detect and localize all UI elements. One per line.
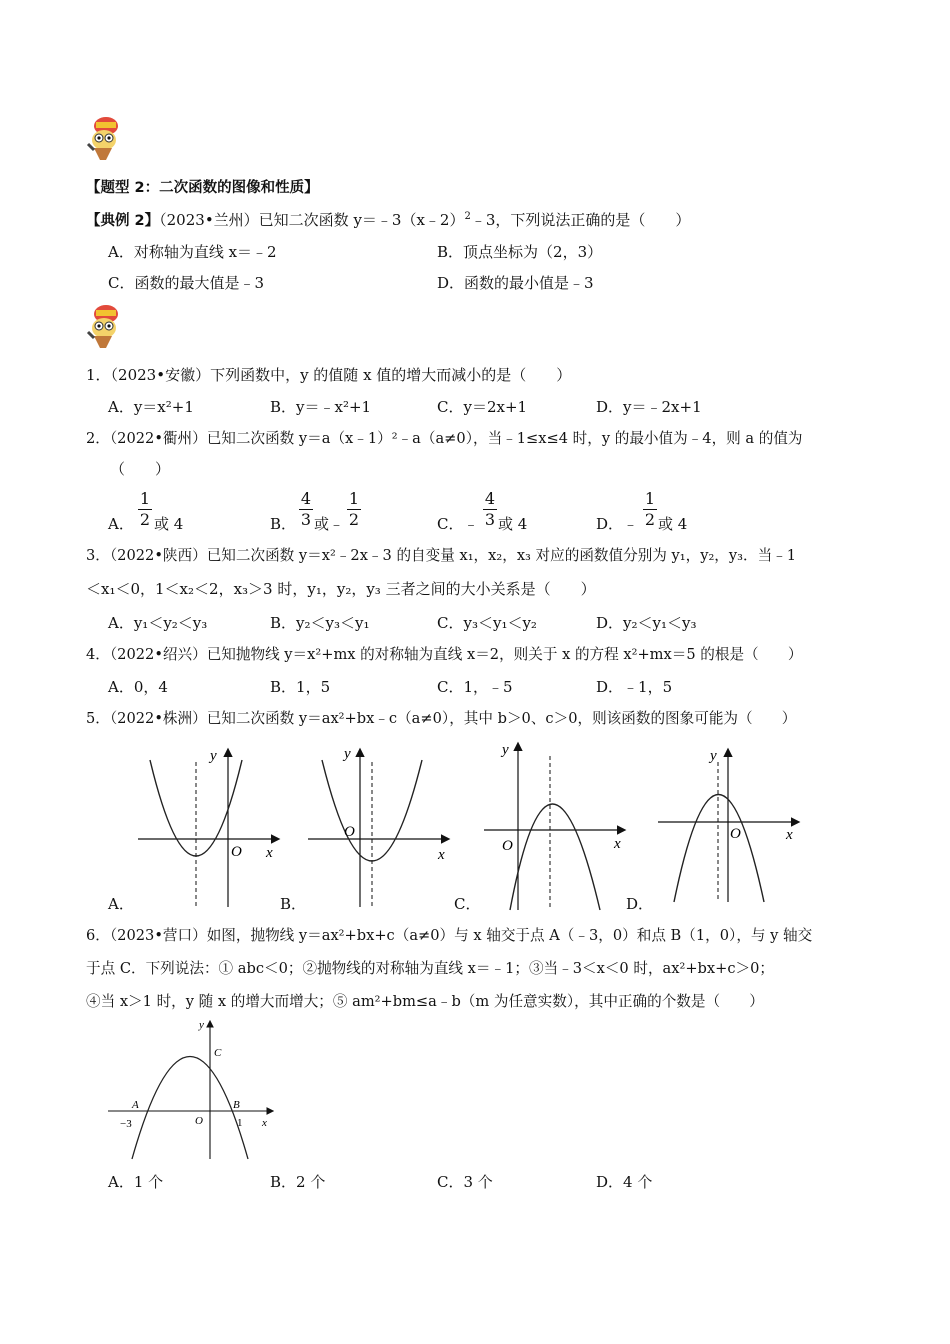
q6-option-b[interactable]: B．2 个 — [270, 1173, 326, 1191]
y-label: y — [710, 748, 717, 764]
q6-option-a[interactable]: A．1 个 — [108, 1173, 164, 1191]
parabola — [322, 760, 422, 861]
q5-option-a[interactable]: A． — [108, 895, 134, 913]
example-stem: 【典例 2】（2023•兰州）已知二次函数 y＝﹣3（x﹣2）$^2$﹣3，下列说法正确的是（ ） — [86, 211, 691, 229]
q1-option-a[interactable]: A．y＝x²+1 — [108, 398, 194, 416]
parabola — [510, 804, 600, 910]
option-b[interactable]: B．顶点坐标为（2，3） — [437, 243, 603, 261]
origin-label: O — [344, 824, 355, 840]
q5-graph-a[interactable] — [130, 742, 290, 912]
q5-graph-c[interactable] — [478, 738, 638, 913]
question-5-stem: 5．（2022•株洲）已知二次函数 y＝ax²+bx﹣c（a≠0），其中 b＞0、c＞0，则该函数的图象可能为（ ） — [86, 710, 797, 727]
q3-option-a[interactable]: A．y₁＜y₂＜y₃ — [108, 614, 208, 632]
y-label: y — [344, 746, 351, 762]
parabola — [132, 1057, 248, 1160]
q3-option-d[interactable]: D．y₂＜y₁＜y₃ — [596, 614, 697, 632]
x-label: x — [266, 845, 273, 861]
question-2-stem: 2．（2022•衢州）已知二次函数 y＝a（x﹣1）²﹣a（a≠0），当﹣1≤x≤4 时，y 的最小值为﹣4，则 a 的值为 — [86, 430, 803, 447]
origin-label: O — [502, 838, 513, 854]
option-a[interactable]: A．对称轴为直线 x＝﹣2 — [108, 243, 277, 261]
q6-parabola-figure — [100, 1014, 285, 1164]
y-label: y — [210, 748, 217, 764]
y-label: y — [199, 1019, 204, 1031]
fraction: 4 3 — [484, 489, 496, 529]
fraction: 1 2 — [348, 489, 360, 529]
question-4-stem: 4．（2022•绍兴）已知抛物线 y＝x²+mx 的对称轴为直线 x＝2，则关于 x 的方程 x²+mx＝5 的根是（ ） — [86, 646, 803, 663]
q6-option-d[interactable]: D．4 个 — [596, 1173, 653, 1191]
question-2-paren: （ ） — [110, 460, 171, 478]
q5-option-b[interactable]: B． — [280, 895, 307, 913]
q5-option-d[interactable]: D． — [626, 895, 654, 913]
q3-option-c[interactable]: C．y₃＜y₁＜y₂ — [437, 614, 537, 632]
option-d[interactable]: D．函数的最小值是﹣3 — [437, 274, 594, 292]
origin-label: O — [730, 826, 741, 842]
y-label: y — [502, 742, 509, 758]
origin-label: O — [231, 844, 242, 860]
q4-option-d[interactable]: D．﹣1，5 — [596, 678, 673, 696]
pencil-mascot-icon — [84, 114, 124, 164]
q1-option-b[interactable]: B．y＝﹣x²+1 — [270, 398, 372, 416]
point-a-label: A — [132, 1099, 139, 1111]
question-6-line2: 于点 C．下列说法：① abc＜0；②抛物线的对称轴为直线 x＝﹣1；③当﹣3＜x＜0 时，ax²+bx+c＞0； — [86, 960, 774, 977]
parabola — [674, 795, 764, 903]
q6-option-c[interactable]: C．3 个 — [437, 1173, 493, 1191]
fraction: 1 2 — [644, 489, 656, 529]
question-3-line1: 3．（2022•陕西）已知二次函数 y＝x²﹣2x﹣3 的自变量 x₁，x₂，x₃ 对应的函数值分别为 y₁，y₂，y₃．当﹣1 — [86, 547, 797, 564]
origin-label: O — [195, 1115, 203, 1127]
point-b-label: B — [233, 1099, 240, 1111]
tick-1: 1 — [237, 1117, 243, 1129]
option-c[interactable]: C．函数的最大值是﹣3 — [108, 274, 265, 292]
q5-graph-d[interactable] — [652, 742, 812, 912]
q5-graph-b[interactable] — [300, 742, 460, 912]
x-label: x — [438, 847, 445, 863]
tick-minus-3: −3 — [120, 1118, 132, 1130]
q1-option-d[interactable]: D．y＝﹣2x+1 — [596, 398, 702, 416]
x-label: x — [262, 1117, 267, 1129]
pencil-mascot-icon — [84, 302, 124, 352]
fraction: 4 3 — [300, 489, 312, 529]
x-label: x — [786, 827, 793, 843]
question-6-line3: ④当 x＞1 时，y 随 x 的增大而增大；⑤ am²+bm≤a﹣b（m 为任意实数），其中正确的个数是（ ） — [86, 993, 764, 1010]
question-6-line1: 6．（2023•营口）如图，抛物线 y＝ax²+bx+c（a≠0）与 x 轴交于点 A（﹣3，0）和点 B（1，0），与 y 轴交 — [86, 927, 813, 944]
q5-option-c[interactable]: C． — [454, 895, 481, 913]
x-label: x — [614, 836, 621, 852]
q3-option-b[interactable]: B．y₂＜y₃＜y₁ — [270, 614, 370, 632]
question-3-line2: ＜x₁＜0，1＜x₂＜2，x₃＞3 时，y₁，y₂，y₃ 三者之间的大小关系是（ ） — [86, 580, 596, 598]
fraction: 1 2 — [139, 489, 151, 529]
section-header: 【题型 2：二次函数的图像和性质】 — [86, 180, 319, 196]
q4-option-c[interactable]: C．1，﹣5 — [437, 678, 513, 696]
question-1-stem: 1．（2023•安徽）下列函数中，y 的值随 x 值的增大而减小的是（ ） — [86, 366, 572, 384]
point-c-label: C — [214, 1047, 222, 1059]
q4-option-b[interactable]: B．1，5 — [270, 678, 331, 696]
q4-option-a[interactable]: A．0，4 — [108, 678, 168, 696]
q1-option-c[interactable]: C．y＝2x+1 — [437, 398, 528, 416]
